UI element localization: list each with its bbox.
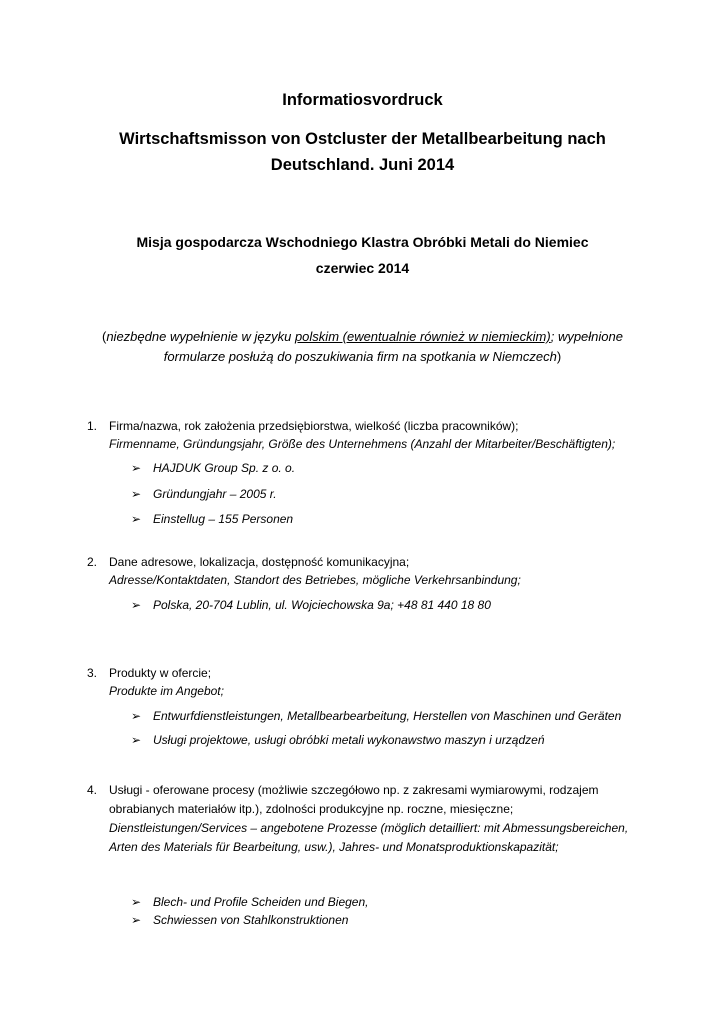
section-4-polish-line2: obrabianych materiałów itp.), zdolności produkcyjne np. roczne, miesięczne; [109, 802, 514, 816]
section-1-number: 1. [87, 419, 98, 433]
list-item: ➢ Einstellug – 155 Personen [131, 512, 294, 526]
list-item: ➢ Blech- und Profile Scheiden und Biegen, [131, 895, 369, 909]
arrow-bullet-icon: ➢ [131, 733, 142, 747]
list-item: ➢ Polska, 20-704 Lublin, ul. Wojciechowska 9a; +48 81 440 18 80 [131, 598, 491, 612]
list-item: ➢ Schwiessen von Stahlkonstruktionen [131, 913, 349, 927]
section-4-polish-line1: Usługi - oferowane procesy (możliwie szczegółowo np. z zakresami wymiarowymi, rodzajem [109, 783, 599, 797]
note-part2: ; wypełnione [550, 329, 623, 344]
document-subtitle-line1: Wirtschaftsmisson von Ostcluster der Metallbearbeitung nach [119, 130, 606, 148]
section-1-polish: Firma/nazwa, rok założenia przedsiębiorstwa, wielkość (liczba pracowników); [109, 419, 519, 433]
section-2-number: 2. [87, 555, 98, 569]
instruction-note-line2 [60, 347, 665, 367]
section-4-number: 4. [87, 783, 98, 797]
arrow-bullet-icon: ➢ [131, 598, 142, 612]
section-3-polish: Produkty w ofercie; [109, 666, 212, 680]
note-line2: formularze posłużą do poszukiwania firm na spotkania w Niemczech [163, 349, 557, 364]
document-title: Informatiosvordruck [282, 91, 443, 109]
arrow-bullet-icon: ➢ [131, 895, 142, 909]
note-close-paren: ) [556, 349, 562, 364]
section-4-german-line1: Dienstleistungen/Services – angebotene Prozesse (möglich detailliert: mit Abmessungsbereichen, [109, 821, 629, 835]
note-open-paren: ( [101, 329, 107, 344]
polish-title-line2: czerwiec 2014 [315, 260, 410, 276]
section-4-german-line2: Arten des Materials für Bearbeitung, usw.), Jahres- und Monatsproduktionskapazität; [109, 840, 559, 854]
note-underlined: polskim (ewentualnie również w niemieckim) [294, 329, 551, 344]
arrow-bullet-icon: ➢ [131, 461, 142, 475]
list-item: ➢ Entwurfdienstleistungen, Metallbearbearbeitung, Herstellen von Maschinen und Geräten [131, 709, 622, 723]
section-2-german: Adresse/Kontaktdaten, Standort des Betriebes, mögliche Verkehrsanbindung; [109, 573, 521, 587]
section-3-german: Produkte im Angebot; [109, 684, 224, 698]
instruction-note-line1 [60, 327, 665, 347]
document-subtitle-line2: Deutschland. Juni 2014 [270, 156, 455, 174]
arrow-bullet-icon: ➢ [131, 913, 142, 927]
list-item: ➢ HAJDUK Group Sp. z o. o. [131, 461, 296, 475]
arrow-bullet-icon: ➢ [131, 512, 142, 526]
arrow-bullet-icon: ➢ [131, 487, 142, 501]
section-3-number: 3. [87, 666, 98, 680]
section-2-polish: Dane adresowe, lokalizacja, dostępność komunikacyjna; [109, 555, 410, 569]
note-part1: niezbędne wypełnienie w języku [106, 329, 295, 344]
arrow-bullet-icon: ➢ [131, 709, 142, 723]
list-item: ➢ Gründungjahr – 2005 r. [131, 487, 277, 501]
polish-title-line1: Misja gospodarcza Wschodniego Klastra Obróbki Metali do Niemiec [136, 234, 589, 250]
section-1-german: Firmenname, Gründungsjahr, Größe des Unternehmens (Anzahl der Mitarbeiter/Beschäftigten); [109, 437, 616, 451]
list-item: ➢ Usługi projektowe, usługi obróbki metali wykonawstwo maszyn i urządzeń [131, 733, 545, 747]
